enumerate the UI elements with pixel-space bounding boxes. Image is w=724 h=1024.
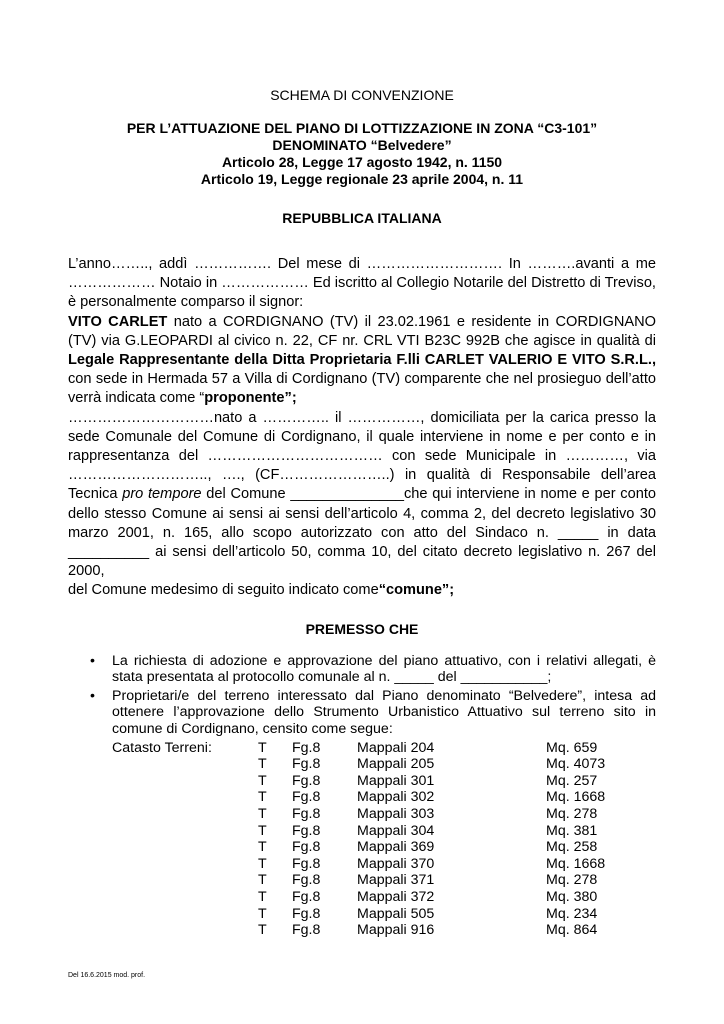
pro-tempore-text: pro tempore [122, 486, 202, 503]
tipo-cell: T [258, 806, 267, 822]
tipo-cell: T [258, 822, 267, 839]
mappale-cell: Mappali 916 [357, 922, 435, 939]
superficie-cell: Mq. 1668 [546, 855, 606, 872]
comune-label: “comune”; [378, 582, 455, 599]
body-paragraphs [68, 255, 656, 601]
tipo-cell: T [258, 872, 267, 889]
mappale-cell: Mappali 369 [357, 839, 435, 856]
mappale-cell: Mappali 205 [357, 756, 435, 773]
table-row [112, 823, 605, 840]
catasto-label-cell [112, 823, 258, 840]
premesso-heading: PREMESSO CHE [305, 620, 419, 637]
table-row [112, 773, 605, 790]
foglio-cell: Fg.8 [292, 739, 321, 756]
table-row [112, 789, 605, 806]
foglio-cell: Fg.8 [292, 756, 321, 773]
mappale-cell: Mappali 372 [357, 888, 435, 905]
foglio-cell: Fg.8 [292, 839, 321, 856]
superficie-cell: Mq. 659 [546, 739, 598, 756]
foglio-cell: Fg.8 [292, 772, 321, 789]
catasto-table-body [112, 740, 605, 939]
bullet-icon: • [90, 652, 95, 669]
foglio-cell: Fg.8 [292, 872, 321, 889]
tipo-cell: T [258, 739, 267, 756]
superficie-cell: Mq. 1668 [546, 789, 606, 806]
comune-representative-text: …………………………nato a ………….. il ……………, domiciliata per la carica presso la sede Comunale del Comune di Cordignano, il quale interviene in nome e per conto e in rappresentanza del ……………………………… con sede Municipale in …………, via ……………………….., …., (CF…………………..) in qualità di Responsabile dell’area Tecnica [68, 409, 656, 503]
superficie-cell: Mq. 234 [546, 905, 598, 922]
footer-note: Del 16.6.2015 mod. prof. [68, 972, 146, 979]
foglio-cell: Fg.8 [292, 789, 321, 806]
party-details: nato a CORDIGNANO (TV) il 23.02.1961 e residente in CORDIGNANO (TV) via G.LEOPARDI al civico n. 22, CF nr. CRL VTI B23C 992B che agisce in qualità di [68, 313, 657, 349]
document-title: SCHEMA DI CONVENZIONE [270, 87, 454, 103]
legal-representative: Legale Rappresentante della Ditta Proprietaria F.lli CARLET VALERIO E VITO S.R.L., [68, 352, 656, 369]
subtitle-line-1: PER L’ATTUAZIONE DEL PIANO DI LOTTIZZAZIONE IN ZONA “C3-101” [126, 120, 598, 136]
catasto-label-cell [112, 922, 258, 939]
superficie-cell: Mq. 864 [546, 922, 598, 939]
company-details: con sede in Hermada 57 a Villa di Cordignano (TV) comparente che nel prosieguo dell’atto verrà indicata come “ [68, 371, 656, 407]
intro-text: L’anno…….., addì ……………. Del mese di ………………………. In ……….avanti a me ……………… Notaio in ……………… Ed iscritto al Collegio Notarile del Distretto di Treviso, è personalmente comparso il signor: [68, 256, 656, 311]
tipo-cell: T [258, 905, 267, 922]
foglio-cell: Fg.8 [292, 922, 321, 939]
mappale-cell: Mappali 303 [357, 806, 435, 822]
mappale-cell: Mappali 505 [357, 905, 435, 922]
superficie-cell: Mq. 258 [546, 839, 598, 856]
tipo-cell: T [258, 756, 267, 773]
mappale-cell: Mappali 370 [357, 855, 435, 872]
mappale-cell: Mappali 301 [357, 772, 435, 789]
catasto-label-cell [112, 806, 258, 823]
table-row [112, 839, 605, 856]
foglio-cell: Fg.8 [292, 888, 321, 905]
table-row [112, 922, 605, 939]
superficie-cell: Mq. 278 [546, 806, 598, 822]
foglio-cell: Fg.8 [292, 905, 321, 922]
list-item-text: Proprietari/e del terreno interessato dal Piano denominato “Belvedere”, intesa ad ottenere l’approvazione dello Strumento Urbanistico Attuativo sul terreno sito in comune di Cordignano, censito come segue: [112, 687, 656, 738]
catasto-label-cell [112, 756, 258, 773]
table-row [112, 806, 605, 823]
table-row [112, 906, 605, 923]
foglio-cell: Fg.8 [292, 855, 321, 872]
mappale-cell: Mappali 204 [357, 739, 435, 756]
tipo-cell: T [258, 888, 267, 905]
comune-intro-text: del Comune medesimo di seguito indicato come [68, 582, 379, 599]
superficie-cell: Mq. 381 [546, 822, 598, 839]
mappale-cell: Mappali 302 [357, 789, 435, 806]
subtitle-line-2: DENOMINATO “Belvedere” [272, 137, 452, 153]
bullet-icon: • [90, 687, 95, 704]
premesso-list [68, 653, 656, 738]
catasto-label-cell: Catasto Terreni: [112, 739, 212, 756]
table-row [112, 856, 605, 873]
tipo-cell: T [258, 839, 267, 856]
paragraph-intro [68, 255, 656, 601]
repubblica-heading: REPUBBLICA ITALIANA [282, 210, 442, 226]
mappale-cell: Mappali 304 [357, 822, 435, 839]
catasto-table [112, 740, 605, 939]
catasto-label-cell [112, 773, 258, 790]
catasto-label-cell [112, 906, 258, 923]
tipo-cell: T [258, 772, 267, 789]
superficie-cell: Mq. 380 [546, 888, 598, 905]
subtitle-line-3: Articolo 28, Legge 17 agosto 1942, n. 1150 [221, 154, 503, 170]
table-row [112, 872, 605, 889]
superficie-cell: Mq. 4073 [546, 756, 606, 773]
list-item [68, 653, 656, 686]
catasto-label-cell [112, 839, 258, 856]
subtitle-line-4: Articolo 19, Legge regionale 23 aprile 2004, n. 11 [200, 171, 524, 187]
foglio-cell: Fg.8 [292, 806, 321, 822]
catasto-label-cell [112, 872, 258, 889]
proponente-label: proponente”; [204, 390, 297, 407]
table-row [112, 889, 605, 906]
comune-authorization-text: del Comune ______________che qui interviene in nome e per conto dello stesso Comune ai sensi ai sensi dell’articolo 4, comma 2, del decreto legislativo 30 marzo 2001, n. 165, allo scopo autorizzato con atto del Sindaco n. _____ in data __________ ai sensi dell’articolo 50, comma 10, del citato decreto legislativo n. 267 del 2000, [68, 486, 656, 580]
table-row [112, 740, 605, 757]
list-item-text: La richiesta di adozione e approvazione del piano attuativo, con i relativi allegati, è stata presentata al protocollo comunale al n. _____ del ___________; [112, 652, 656, 686]
catasto-label-cell [112, 789, 258, 806]
tipo-cell: T [258, 922, 267, 939]
superficie-cell: Mq. 257 [546, 772, 598, 789]
superficie-cell: Mq. 278 [546, 872, 598, 889]
catasto-label-cell [112, 856, 258, 873]
catasto-label-cell [112, 889, 258, 906]
foglio-cell: Fg.8 [292, 822, 321, 839]
mappale-cell: Mappali 371 [357, 872, 435, 889]
document-page [68, 86, 656, 939]
tipo-cell: T [258, 855, 267, 872]
table-row [112, 756, 605, 773]
tipo-cell: T [258, 789, 267, 806]
party-name: VITO CARLET [68, 313, 168, 330]
list-item [68, 688, 656, 738]
